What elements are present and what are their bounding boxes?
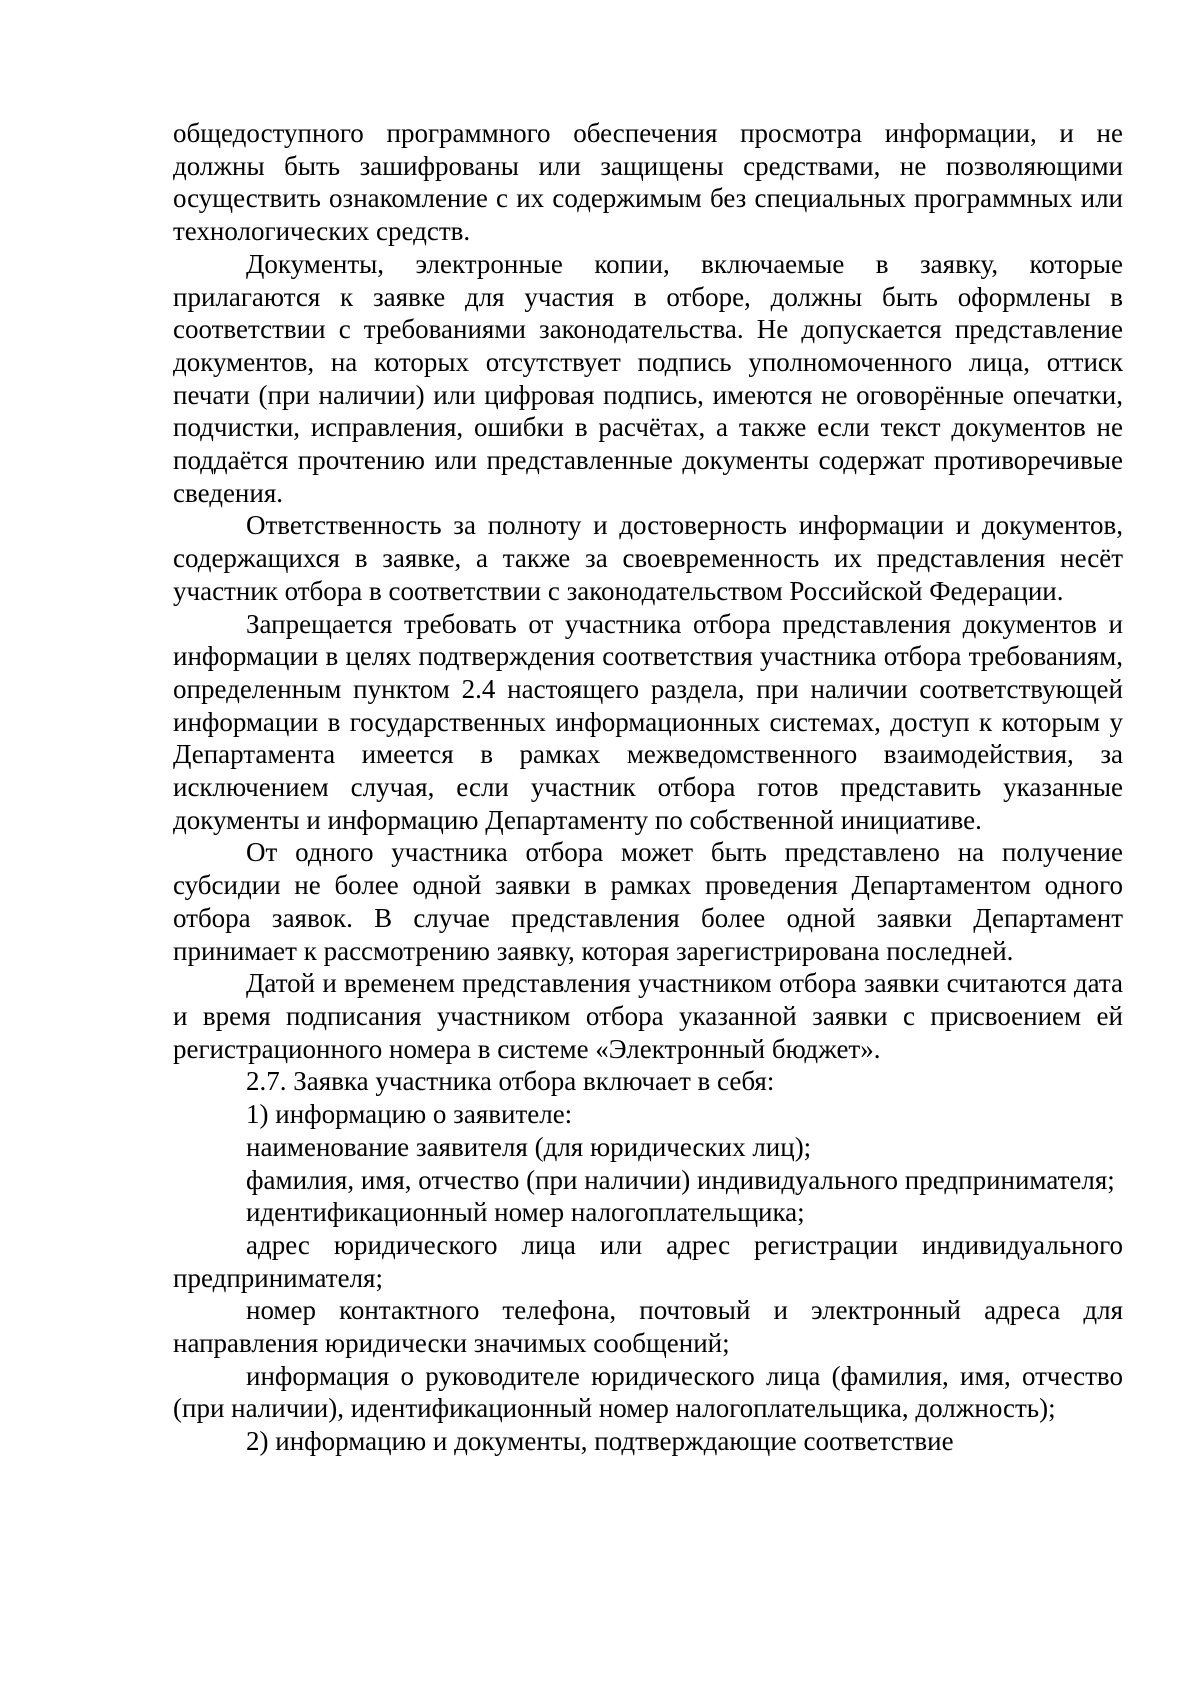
list-item-applicant-info: 1) информацию о заявителе: — [246, 1099, 573, 1130]
paragraph-continuation: общедоступного программного обеспечения просмотра информации, и не должны быть зашифрованы или защищены средствами, не позволяющими осуществить ознакомление с их содержимым без специальных программных или технологических средств. — [173, 118, 1123, 247]
list-item-entrepreneur-name: фамилия, имя, отчество (при наличии) индивидуального предпринимателя; — [246, 1164, 1115, 1195]
paragraph-documents-requirements: Документы, электронные копии, включаемые в заявку, которые прилагаются к заявке для участия в отборе, должны быть оформлены в соответствии с требованиями законодательства. Не допускается представление документов, на которых отсутствует подпись уполномоченного лица, оттиск печати (при наличии) или цифровая подпись, имеются не оговорённые опечатки, подчистки, исправления, ошибки в расчётах, а также если текст документов не поддаётся прочтению или представленные документы содержат противоречивые сведения. — [173, 248, 1123, 508]
paragraph-submission-date: Датой и временем представления участником отбора заявки считаются дата и время подписания участником отбора указанной заявки с присвоением ей регистрационного номера в системе «Электронный бюджет». — [173, 968, 1123, 1064]
paragraph-responsibility: Ответственность за полноту и достоверность информации и документов, содержащихся в заявке, а также за своевременность их представления несёт участник отбора в соответствии с законодательством Российской Федерации. — [173, 510, 1123, 606]
paragraph-prohibition: Запрещается требовать от участника отбора представления документов и информации в целях подтверждения соответствия участника отбора требованиям, определенным пунктом 2.4 настоящего раздела, при наличии соответствующей информации в государственных информационных системах, доступ к которым у Департамента имеется в рамках межведомственного взаимодействия, за исключением случая, если участник отбора готов представить указанные документы и информацию Департаменту по собственной инициативе. — [173, 608, 1123, 835]
paragraph-section-2-7: 2.7. Заявка участника отбора включает в себя: — [246, 1066, 775, 1097]
list-item-address: адрес юридического лица или адрес регистрации индивидуального предпринимателя; — [173, 1229, 1123, 1293]
document-body — [173, 117, 1123, 1458]
list-item-head-info: информация о руководителе юридического лица (фамилия, имя, отчество (при наличии), идентификационный номер налогоплательщика, должность); — [173, 1360, 1123, 1424]
paragraph-single-application: От одного участника отбора может быть представлено на получение субсидии не более одной заявки в рамках проведения Департаментом одного отбора заявок. В случае представления более одной заявки Департамент принимает к рассмотрению заявку, которая зарегистрирована последней. — [173, 837, 1123, 966]
list-item-tax-id: идентификационный номер налогоплательщика; — [246, 1197, 805, 1228]
list-item-conformity-documents: 2) информацию и документы, подтверждающие соответствие — [246, 1426, 954, 1457]
list-item-applicant-name: наименование заявителя (для юридических лиц); — [246, 1131, 812, 1162]
list-item-contacts: номер контактного телефона, почтовый и электронный адреса для направления юридически значимых сообщений; — [173, 1295, 1123, 1359]
